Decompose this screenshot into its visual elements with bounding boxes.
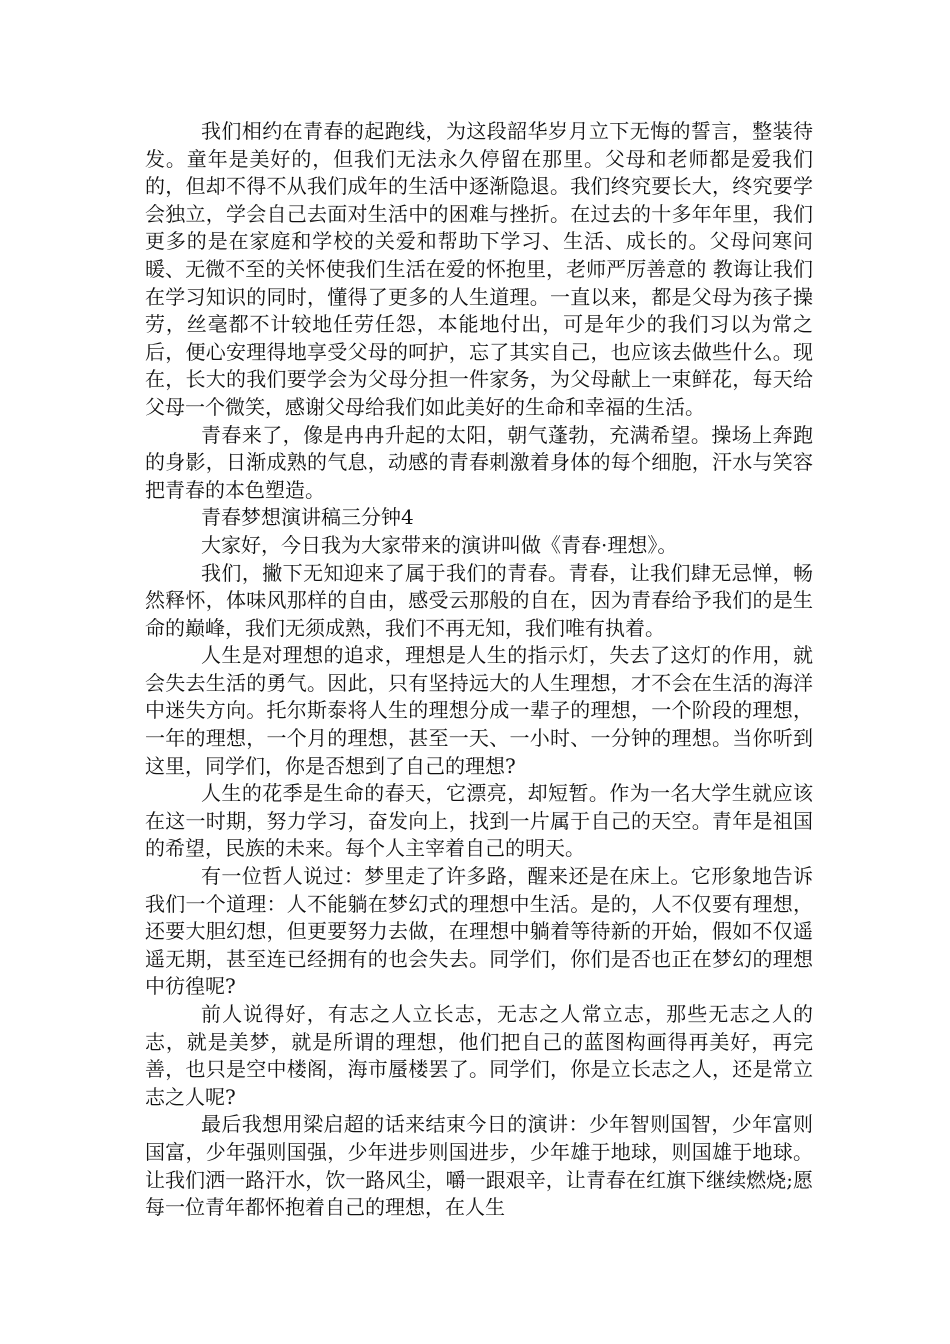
paragraph-ambition: 前人说得好，有志之人立长志，无志之人常立志，那些无志之人的志，就是美梦，就是所谓的理想，他们把自己的蓝图构画得再美好，再完善，也只是空中楼阁，海市蜃楼罢了。同学们，你是立长志之人，还是常立志之人呢? — [145, 1002, 813, 1109]
paragraph-philosopher: 有一位哲人说过：梦里走了许多路，醒来还是在床上。它形象地告诉我们一个道理：人不能躺在梦幻式的理想中生活。是的，人不仅要有理想，还要大胆幻想，但更要努力去做，在理想中躺着等待新的开始，假如不仅遥遥无期，甚至连已经拥有的也会失去。同学们，你们是否也正在梦幻的理想中彷徨呢? — [145, 864, 813, 999]
paragraph-intro: 我们相约在青春的起跑线，为这段韶华岁月立下无悔的誓言，整装待发。童年是美好的，但我们无法永久停留在那里。父母和老师都是爱我们的，但却不得不从我们成年的生活中逐渐隐退。我们终究要长大，终究要学会独立，学会自己去面对生活中的困难与挫折。在过去的十多年年里，我们更多的是在家庭和学校的关爱和帮助下学习、生活、成长的。父母问寒问暖、无微不至的关怀使我们生活在爱的怀抱里，老师严厉善意的 教诲让我们在学习知识的同时，懂得了更多的人生道理。一直以来，都是父母为孩子操劳，丝毫都不计较地任劳任怨，本能地付出，可是年少的我们习以为常之后，便心安理得地享受父母的呵护，忘了其实自己，也应该去做些什么。现在，长大的我们要学会为父母分担一件家务，为父母献上一束鲜花，每天给父母一个微笑，感谢父母给我们如此美好的生命和幸福的生活。 — [145, 119, 813, 419]
paragraph-ideals: 人生是对理想的追求，理想是人生的指示灯，失去了这灯的作用，就会失去生活的勇气。因此，只有坚持远大的人生理想，才不会在生活的海洋中迷失方向。托尔斯泰将人生的理想分成一辈子的理想，一个阶段的理想，一年的理想，一个月的理想，甚至一天、一小时、一分钟的理想。当你听到这里，同学们，你是否想到了自己的理想? — [145, 643, 813, 778]
paragraph-youth: 我们，撇下无知迎来了属于我们的青春。青春，让我们肆无忌惮，畅然释怀，体味风那样的自由，感受云那般的自在，因为青春给予我们的是生命的巅峰，我们无须成熟，我们不再无知，我们唯有执着。 — [145, 560, 813, 640]
paragraph-flower-season: 人生的花季是生命的春天，它漂亮，却短暂。作为一名大学生就应该在这一时期，努力学习，奋发向上，找到一片属于自己的天空。青年是祖国的希望，民族的未来。每个人主宰着自己的明天。 — [145, 781, 813, 861]
section-heading: 青春梦想演讲稿三分钟4 — [201, 505, 414, 530]
paragraph-conclusion: 最后我想用梁启超的话来结束今日的演讲：少年智则国智，少年富则国富，少年强则国强，少年进步则国进步，少年雄于地球，则国雄于地球。让我们洒一路汗水，饮一路风尘，嚼一跟艰辛，让青春在红旗下继续燃烧;愿每一位青年都怀抱着自己的理想，在人生 — [145, 1112, 813, 1220]
paragraph-youth-sun: 青春来了，像是冉冉升起的太阳，朝气蓬勃，充满希望。操场上奔跑的身影，日渐成熟的气息，动感的青春刺激着身体的每个细胞，汗水与笑容把青春的本色塑造。 — [145, 422, 813, 502]
document-page — [145, 118, 813, 1222]
paragraph-greeting: 大家好，今日我为大家带来的演讲叫做《青春·理想》。 — [201, 532, 678, 557]
